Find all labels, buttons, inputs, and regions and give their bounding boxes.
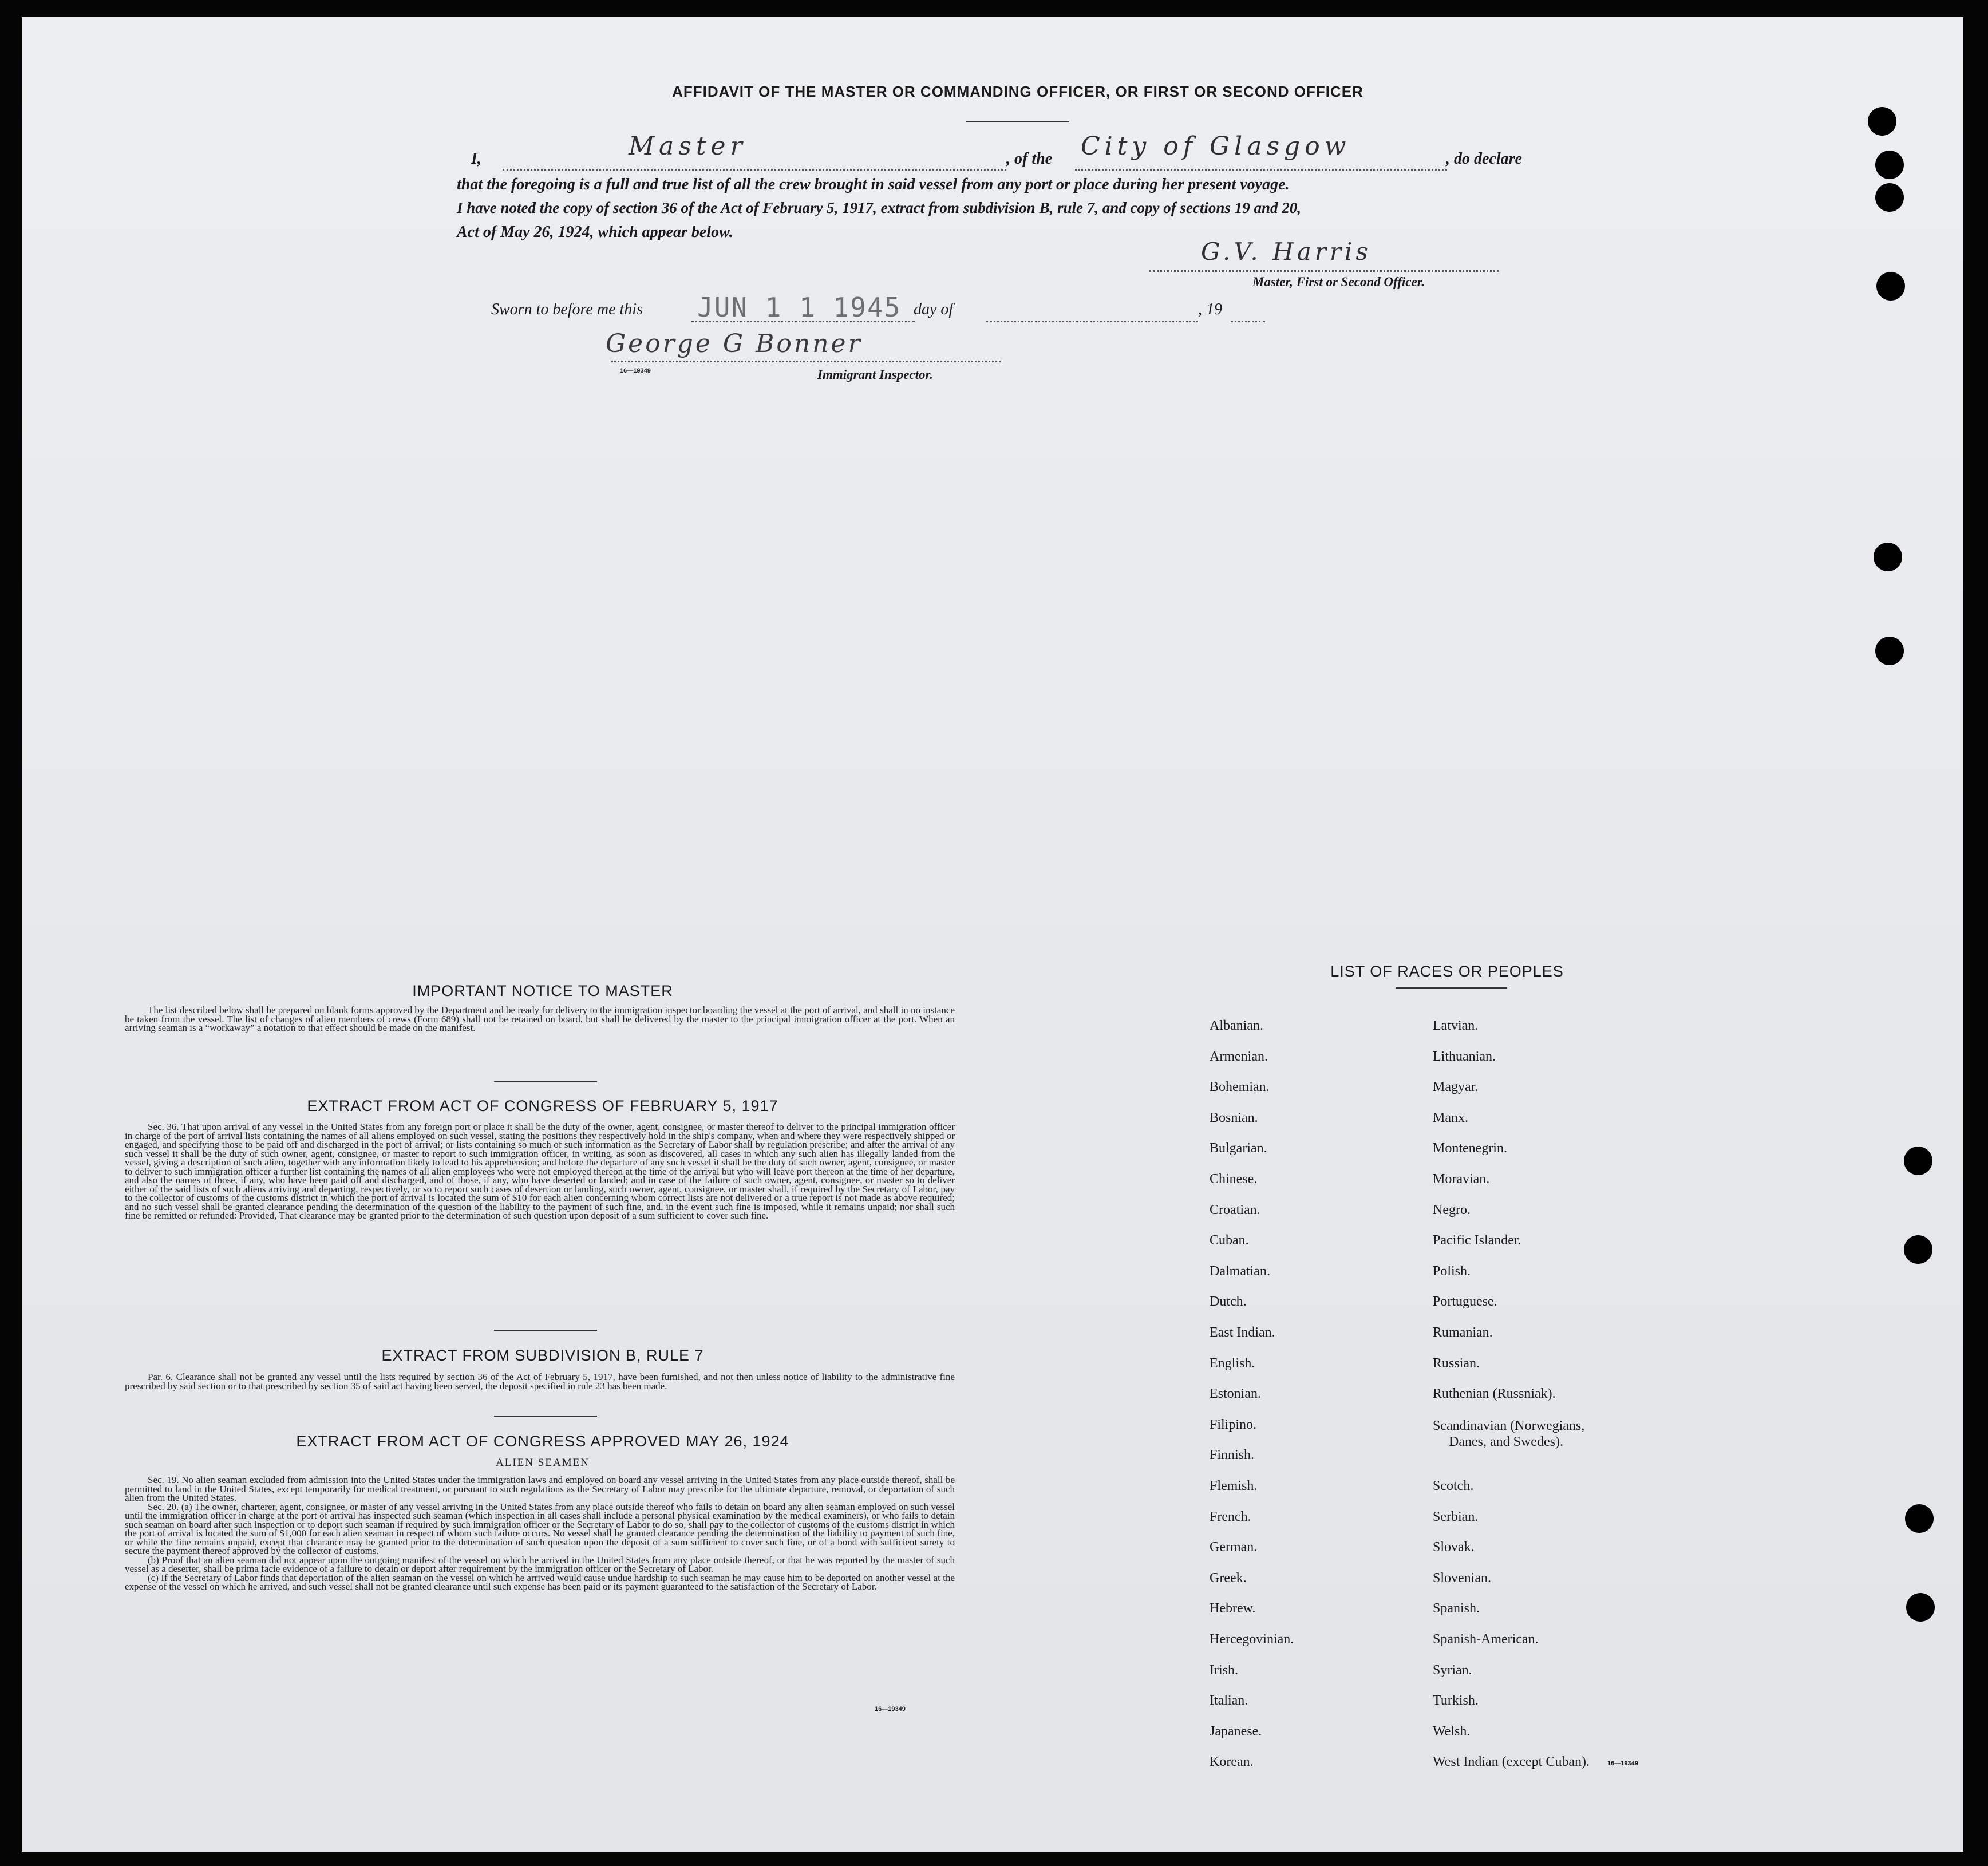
race-item: Slovak. xyxy=(1433,1540,1475,1555)
race-item: English. xyxy=(1210,1355,1255,1371)
race-item: Filipino. xyxy=(1210,1417,1257,1432)
punch-hole xyxy=(1876,272,1905,301)
race-item: Danes, and Swedes). xyxy=(1449,1434,1563,1449)
inspector-line xyxy=(611,361,1001,362)
race-item: Manx. xyxy=(1433,1110,1468,1125)
punch-hole xyxy=(1904,1235,1932,1264)
punch-hole xyxy=(1874,543,1902,571)
rule7-title: EXTRACT FROM SUBDIVISION B, RULE 7 xyxy=(381,1347,704,1364)
race-item: Armenian. xyxy=(1210,1049,1268,1064)
race-item: Flemish. xyxy=(1210,1478,1258,1493)
divider xyxy=(494,1416,597,1417)
affidavit-line-3: I have noted the copy of section 36 of the Act of February 5, 1917, extract from subdivision B, rule 7, and copy of sections 19 and 20, xyxy=(457,199,1301,216)
officer-handwritten: Master xyxy=(629,132,747,161)
race-item: Irish. xyxy=(1210,1662,1238,1678)
race-item: Cuban. xyxy=(1210,1233,1249,1248)
document-page xyxy=(22,17,1963,1852)
rule7-text xyxy=(125,1373,955,1390)
extract-1924-title: EXTRACT FROM ACT OF CONGRESS APPROVED MAY 26, 1924 xyxy=(296,1433,789,1450)
race-item: French. xyxy=(1210,1509,1251,1524)
race-item: Spanish-American. xyxy=(1433,1632,1539,1647)
punch-hole xyxy=(1905,1504,1934,1533)
month-blank-line xyxy=(986,321,1198,322)
extract-1917-paragraph: Sec. 36. That upon arrival of any vessel in the United States from any foreign port or place it shall be the duty of the owner, agent, consignee, or master thereof to deliver to the principal immigration officer in charge of the port of arrival lists containing the names of all aliens employed on such vessel, stating the positions they respectively hold in the ship's company, when and where they were respectively shipped or engaged, and specifying those to be paid off and discharged in the port of arrival; or lists containing so much of such information as the Secretary of Labor shall by regulation prescribe; and after the arrival of any such vessel it shall be the duty of such owner, agent, consignee, or master to report to such immigration officer, in writing, as soon as discovered, all cases in which any such alien has illegally landed from the vessel, giving a description of such alien, together with any information likely to lead to his apprehension; and before the departure of any such vessel it shall be the duty of such owner, agent, consignee, or master to deliver to such immigration officer a further list containing the names of all alien employees who were not employed thereon at the time of the arrival but who will leave port thereon at the time of her departure, and also the names of those, if any, who have been paid off and discharged, and of those, if any, who have deserted or landed; and in case of the failure of such owner, agent, consignee, or master so to deliver either of the said lists of such aliens arriving and departing, respectively, or so to report such cases of desertion or landing, such owner, agent, consignee, or master shall, if required by the Secretary of Labor, pay to the collector of customs of the customs district in which the port of arrival is located the sum of $10 for each alien concerning whom correct lists are not delivered or a true report is not made as above required; and no such vessel shall be granted clearance pending the determination of the question of the liability to the payment of such fine, and, in the event such fine is imposed, while it remains unpaid; nor shall such fine be remitted or refunded: Provided, That clearance may be granted prior to the determination of such question upon deposit of a sum sufficient to cover such fine. xyxy=(125,1121,955,1221)
sec-20c-paragraph: (c) If the Secretary of Labor finds that deportation of the alien seaman on the vessel on which he arrived would cause undue hardship to such seaman he may cause him to be deported on another vessel at the expense of the vessel on which he arrived, and such vessel shall not be granted clearance until such expense has been paid or its payment guaranteed to the satisfaction of the Secretary of Labor. xyxy=(125,1572,955,1592)
divider xyxy=(494,1330,597,1331)
officer-signature: G.V. Harris xyxy=(1201,238,1372,266)
race-item: Welsh. xyxy=(1433,1723,1471,1739)
race-item: Latvian. xyxy=(1433,1018,1479,1033)
race-item: East Indian. xyxy=(1210,1325,1275,1340)
affidavit-line-2: that the foregoing is a full and true list of all the crew brought in said vessel from any port or place during her present voyage. xyxy=(457,176,1290,193)
race-item: Russian. xyxy=(1433,1355,1480,1371)
race-item: Montenegrin. xyxy=(1433,1141,1507,1156)
affidavit-line-4: Act of May 26, 1924, which appear below. xyxy=(457,223,733,241)
punch-hole xyxy=(1875,183,1904,212)
affidavit-title: AFFIDAVIT OF THE MASTER OR COMMANDING OFFICER, OR FIRST OR SECOND OFFICER xyxy=(672,83,1363,100)
vessel-blank-line xyxy=(1075,169,1447,171)
day-of-label: day of xyxy=(914,301,954,318)
race-item: Turkish. xyxy=(1433,1693,1479,1709)
officer-blank-line xyxy=(503,169,1006,171)
divider xyxy=(1396,987,1507,989)
punch-hole xyxy=(1904,1147,1932,1175)
extract-1924-text xyxy=(125,1476,955,1591)
race-item: Ruthenian (Russniak). xyxy=(1433,1386,1556,1402)
divider xyxy=(494,1081,597,1082)
race-item: Serbian. xyxy=(1433,1509,1479,1524)
extract-1924-subtitle: ALIEN SEAMEN xyxy=(496,1457,590,1469)
race-item: Croatian. xyxy=(1210,1202,1260,1217)
vessel-handwritten: City of Glasgow xyxy=(1081,132,1351,161)
race-item: Negro. xyxy=(1433,1202,1471,1217)
race-item: Bosnian. xyxy=(1210,1110,1258,1125)
punch-hole xyxy=(1875,151,1904,179)
year-blank-line xyxy=(1231,321,1265,322)
year-label: , 19 xyxy=(1198,301,1222,318)
race-item: Hebrew. xyxy=(1210,1601,1256,1616)
extract-1917-text xyxy=(125,1122,955,1220)
races-form-number: 16—19349 xyxy=(1607,1760,1638,1767)
rule7-paragraph: Par. 6. Clearance shall not be granted any vessel until the lists required by section 36 of the Act of February 5, 1917, have been furnished, and not then unless notice of liability to the administrative fine prescribed by said section or to that prescribed by section 35 of said act having been served, the deposit specified in rule 23 has been made. xyxy=(125,1371,955,1391)
race-item: Portuguese. xyxy=(1433,1294,1497,1310)
race-item: German. xyxy=(1210,1540,1258,1555)
race-item: Rumanian. xyxy=(1433,1325,1493,1340)
race-item: Lithuanian. xyxy=(1433,1049,1496,1064)
sec-19-paragraph: Sec. 19. No alien seaman excluded from admission into the United States under the immigration laws and employed on board any vessel arriving in the United States from any place outside thereof, shall be permitted to land in the United States, except temporarily for medical treatment, or pursuant to such regulations as the Secretary of Labor may prescribe for the ultimate departure, removal, or deportation of such alien from the United States. xyxy=(125,1474,955,1503)
race-item: Hercegovinian. xyxy=(1210,1632,1294,1647)
race-item: Scandinavian (Norwegians, xyxy=(1433,1418,1585,1433)
race-item: Albanian. xyxy=(1210,1018,1263,1033)
extract-1917-title: EXTRACT FROM ACT OF CONGRESS OF FEBRUARY 5, 1917 xyxy=(307,1097,778,1114)
race-item: Syrian. xyxy=(1433,1662,1472,1678)
race-item: Magyar. xyxy=(1433,1080,1479,1095)
punch-hole xyxy=(1875,637,1904,665)
race-item: Korean. xyxy=(1210,1754,1254,1770)
race-item: Dalmatian. xyxy=(1210,1263,1270,1279)
race-item: Spanish. xyxy=(1433,1601,1480,1616)
race-item: Italian. xyxy=(1210,1693,1248,1709)
divider xyxy=(966,121,1069,122)
race-item: Polish. xyxy=(1433,1263,1471,1279)
signature-line xyxy=(1149,270,1499,272)
inspector-signature: George G Bonner xyxy=(606,329,863,358)
do-declare-label: , do declare xyxy=(1446,150,1522,168)
race-item: West Indian (except Cuban). xyxy=(1433,1754,1590,1770)
races-title: LIST OF RACES OR PEOPLES xyxy=(1330,963,1564,980)
race-item: Bohemian. xyxy=(1210,1080,1270,1095)
race-item: Estonian. xyxy=(1210,1386,1261,1402)
extract-form-number: 16—19349 xyxy=(875,1706,906,1713)
race-item: Dutch. xyxy=(1210,1294,1247,1310)
of-the-label: , of the xyxy=(1006,150,1053,168)
sworn-label: Sworn to before me this xyxy=(491,301,643,318)
punch-hole xyxy=(1868,107,1896,136)
inspector-form-number: 16—19349 xyxy=(620,367,651,374)
inspector-label: Immigrant Inspector. xyxy=(817,367,933,382)
race-item: Slovenian. xyxy=(1433,1570,1491,1586)
signature-label: Master, First or Second Officer. xyxy=(1252,275,1425,289)
affidavit-i-label: I, xyxy=(471,150,481,168)
sworn-date-stamp: JUN 1 1 1945 xyxy=(697,292,902,323)
race-item: Greek. xyxy=(1210,1570,1247,1586)
race-item: Finnish. xyxy=(1210,1448,1255,1463)
notice-title: IMPORTANT NOTICE TO MASTER xyxy=(412,982,673,999)
notice-text xyxy=(125,1006,955,1033)
race-item: Chinese. xyxy=(1210,1172,1258,1187)
sec-20b-paragraph: (b) Proof that an alien seaman did not appear upon the outgoing manifest of the vessel on which he arrived in the United States from any place outside thereof, or that he was reported by the master of such vessel as a deserter, shall be prima facie evidence of a failure to detain or deport after requirement by the immigration officer or the Secretary of Labor. xyxy=(125,1554,955,1574)
punch-hole xyxy=(1906,1593,1935,1622)
race-item: Scotch. xyxy=(1433,1478,1474,1493)
notice-paragraph: The list described below shall be prepared on blank forms approved by the Department and be ready for delivery to the immigration inspector boarding the vessel at the port of arrival, and shall in no instance be taken from the vessel. The list of changes of alien members of crews (Form 689) shall not be retained on board, but shall be delivered by the master to the principal immigration officer at the port. When an arriving seaman is a “workaway” a notation to that effect should be made on the manifest. xyxy=(125,1005,955,1033)
sec-20a-paragraph: Sec. 20. (a) The owner, charterer, agent, consignee, or master of any vessel arriving in the United States from any place outside thereof who fails to detain on board any alien seaman employed on such vessel until the immigration officer in charge at the port of arrival has inspected such seaman (which inspection in all cases shall include a personal physical examination by the medical examiners), or who fails to detain such seaman on board after such inspection or to deport such seaman if required by such immigration officer or the Secretary of Labor to do so, shall pay to the collector of customs of the customs district in which the port of arrival is located the sum of $1,000 for each alien seaman in respect of whom such failure occurs. No vessel shall be granted clearance pending the determination of the liability to payment of such fine, or while the fine remains unpaid, except that clearance may be granted prior to the determination of such question upon the deposit of a sum sufficient to cover such fine, or of a bond with sufficient surety to secure the payment thereof approved by the collector of customs. xyxy=(125,1501,955,1556)
race-item: Moravian. xyxy=(1433,1172,1490,1187)
race-item: Pacific Islander. xyxy=(1433,1233,1521,1248)
race-item: Japanese. xyxy=(1210,1723,1262,1739)
sworn-blank-line xyxy=(691,321,915,322)
race-item: Bulgarian. xyxy=(1210,1141,1267,1156)
